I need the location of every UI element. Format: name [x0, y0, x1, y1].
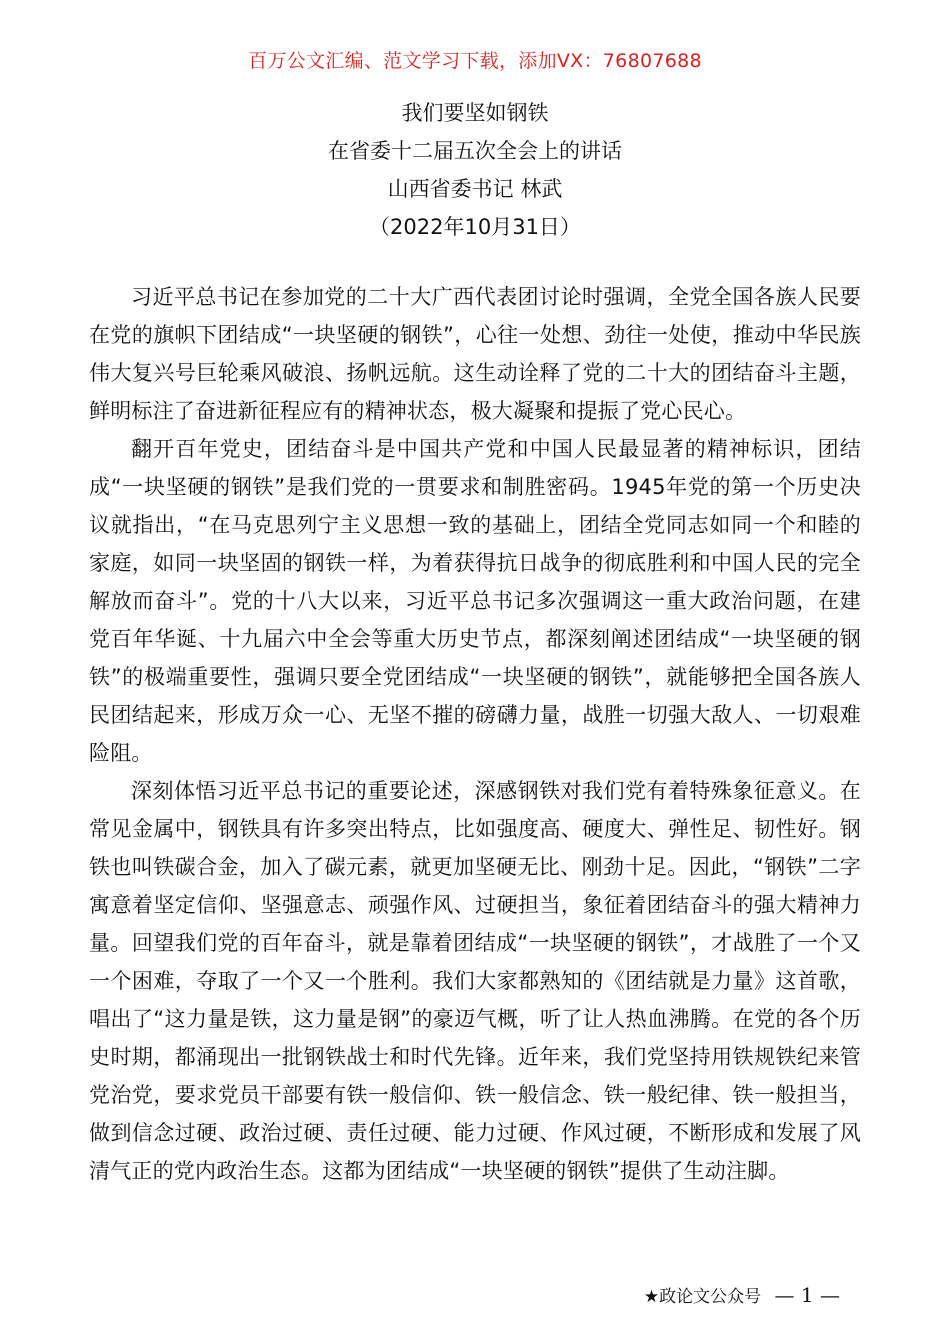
speech-date: （2022年10月31日） [369, 215, 581, 239]
paragraph: 深刻体悟习近平总书记的重要论述，深感钢铁对我们党有着特殊象征意义。在常见金属中，钢铁具有许多突出特点，比如强度高、硬度大、弹性足、韧性好。钢铁也叫铁碳合金，加入了碳元素，就更加坚硬无比、刚劲十足。因此，“钢铁”二字寓意着坚定信仰、坚强意志、顽强作风、过硬担当，象征着团结奋斗的强大精神力量。回望我们党的百年奋斗，就是靠着团结成“一块坚硬的钢铁”，才战胜了一个又一个困难，夺取了一个又一个胜利。我们大家都熟知的《团结就是力量》这首歌，唱出了“这力量是铁，这力量是钢”的豪迈气概，听了让人热血沸腾。在党的各个历史时期，都涌现出一批钢铁战士和时代先锋。近年来，我们党坚持用铁规铁纪来管党治党，要求党员干部要有铁一般信仰、铁一般信念、铁一般纪律、铁一般担当，做到信念过硬、政治过硬、责任过硬、能力过硬、作风过硬，不断形成和发展了风清气正的党内政治生态。这都为团结成“一块坚硬的钢铁”提供了生动注脚。 [89, 779, 861, 1183]
page-footer [644, 1282, 840, 1307]
paragraph: 翻开百年党史，团结奋斗是中国共产党和中国人民最显著的精神标识，团结成“一块坚硬的钢铁”是我们党的一贯要求和制胜密码。1945年党的第一个历史决议就指出，“在马克思列宁主义思想一致的基础上，团结全党同志如同一个和睦的家庭，如同一块坚固的钢铁一样，为着获得抗日战争的彻底胜利和中国人民的完全解放而奋斗”。党的十八大以来，习近平总书记多次强调这一重大政治问题，在建党百年华诞、十九届六中全会等重大历史节点，都深刻阐述团结成“一块坚硬的钢铁”的极端重要性，强调只要全党团结成“一块坚硬的钢铁”，就能够把全国各族人民团结起来，形成万众一心、无坚不摧的磅礴力量，战胜一切强大敌人、一切艰难险阻。 [89, 437, 861, 765]
document-title: 我们要坚如钢铁 [401, 101, 549, 125]
speaker-line: 山西省委书记 林武 [387, 177, 563, 201]
document-header [0, 94, 950, 246]
footer-label: ★政论文公众号 [643, 1287, 762, 1307]
document-subtitle: 在省委十二届五次全会上的讲话 [328, 139, 622, 163]
paragraph: 习近平总书记在参加党的二十大广西代表团讨论时强调，全党全国各族人民要在党的旗帜下团结成“一块坚硬的钢铁”，心往一处想、劲往一处使，推动中华民族伟大复兴号巨轮乘风破浪、扬帆远航。这生动诠释了党的二十大的团结奋斗主题，鲜明标注了奋进新征程应有的精神状态，极大凝聚和提振了党心民心。 [89, 285, 861, 423]
promo-banner: 百万公文汇编、范文学习下载，添加VX：76807688 [248, 50, 702, 72]
page-number: — 1 — [774, 1283, 840, 1307]
document-body [89, 278, 861, 1190]
